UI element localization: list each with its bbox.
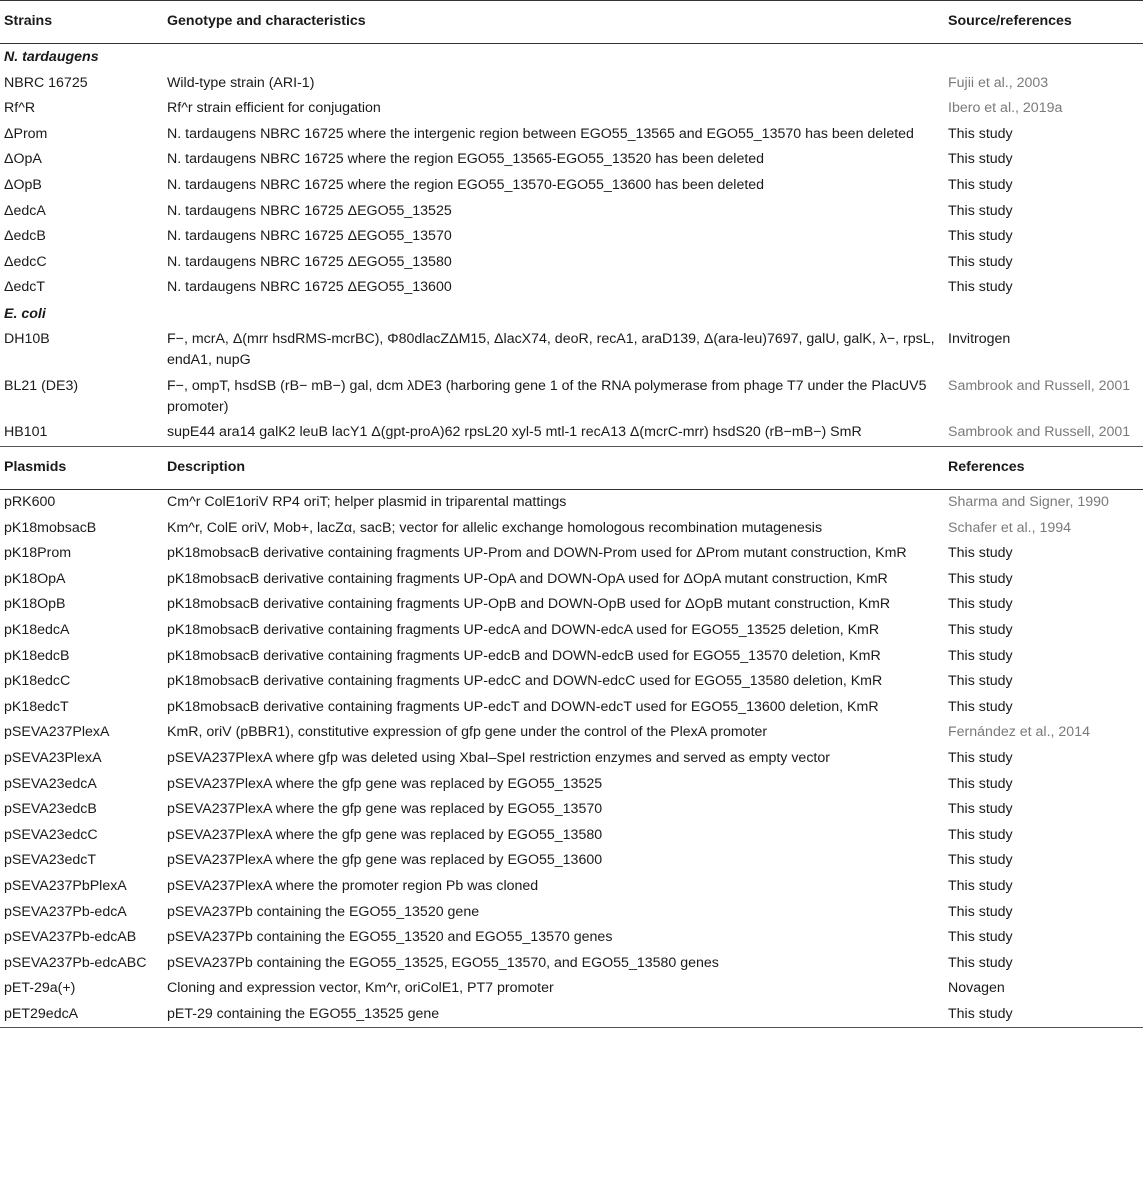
row-name: NBRC 16725 [4,74,88,91]
table-row [0,121,1143,147]
table-row [0,374,1143,421]
table-row [0,327,1143,374]
row-description: N. tardaugens NBRC 16725 ΔEGO55_13580 [167,253,452,270]
row-name: pSEVA23edcC [4,826,98,843]
row-reference: This study [948,125,1013,142]
table-row [0,198,1143,224]
row-reference: This study [948,698,1013,715]
row-name: pK18edcB [4,647,70,664]
row-description: N. tardaugens NBRC 16725 where the region EGO55_13565-EGO55_13520 has been deleted [167,151,765,168]
row-reference: This study [948,801,1013,818]
row-reference: This study [948,570,1013,587]
row-name: Rf^R [4,100,36,117]
row-reference: Sambrook and Russell, 2001 [948,377,1131,394]
table-row [0,70,1143,96]
row-description: pSEVA237PlexA where the gfp gene was replaced by EGO55_13525 [167,775,603,792]
row-name: pSEVA23edcA [4,775,97,792]
header-source: Source/references [943,1,1143,44]
row-description: pSEVA237PlexA where gfp was deleted using XbaI–SpeI restriction enzymes and served as empty vector [167,749,830,766]
header-plasmids: Plasmids [0,446,165,489]
row-reference: Fernández et al., 2014 [948,724,1090,741]
row-name: ΔProm [4,125,48,142]
row-description: N. tardaugens NBRC 16725 where the intergenic region between EGO55_13565 and EGO55_13570 has been deleted [167,125,914,142]
row-description: Km^r, ColE oriV, Mob+, lacZα, sacB; vector for allelic exchange homologous recombination mutagenesis [167,519,823,536]
table-row [0,592,1143,618]
row-description: F−, mcrA, Δ(mrr hsdRMS-mcrBC), Φ80dlacZΔM15, ΔlacX74, deoR, recA1, araD139, Δ(ara-leu)7697, galU, galK, λ−, rpsL, endA1, nupG [167,331,935,369]
row-reference: This study [948,852,1013,869]
row-reference: This study [948,647,1013,664]
table-row [0,275,1143,301]
row-reference: This study [948,176,1013,193]
row-name: pK18edcA [4,621,70,638]
group-row [0,44,1143,71]
header-description: Description [165,446,943,489]
row-name: ΔedcB [4,228,46,245]
table-row [0,1002,1143,1028]
row-name: pSEVA237Pb-edcAB [4,929,137,946]
table-row [0,224,1143,250]
row-name: pSEVA23edcB [4,801,97,818]
row-description: N. tardaugens NBRC 16725 ΔEGO55_13525 [167,202,452,219]
row-reference: This study [948,929,1013,946]
row-reference: This study [948,253,1013,270]
row-name: pSEVA23PlexA [4,749,102,766]
table-row [0,515,1143,541]
row-description: KmR, oriV (pBBR1), constitutive expression of gfp gene under the control of the PlexA promoter [167,724,768,741]
plasmids-header-row [0,446,1143,489]
row-name: DH10B [4,331,50,348]
row-reference: Invitrogen [948,331,1011,348]
table-row [0,874,1143,900]
row-description: pK18mobsacB derivative containing fragments UP-edcB and DOWN-edcB used for EGO55_13570 deletion, KmR [167,647,881,664]
row-name: pK18Prom [4,545,72,562]
row-reference: This study [948,151,1013,168]
table-row [0,669,1143,695]
table-row [0,950,1143,976]
row-reference: Sharma and Signer, 1990 [948,494,1109,511]
row-reference: This study [948,673,1013,690]
row-reference: This study [948,826,1013,843]
row-description: pSEVA237PlexA where the gfp gene was replaced by EGO55_13580 [167,826,603,843]
row-reference: Novagen [948,980,1005,997]
row-name: BL21 (DE3) [4,377,79,394]
row-reference: This study [943,1002,1143,1028]
row-description: pSEVA237PlexA where the gfp gene was replaced by EGO55_13570 [167,801,603,818]
row-reference: This study [948,545,1013,562]
row-description: Wild-type strain (ARI-1) [167,74,315,91]
row-reference: Ibero et al., 2019a [948,100,1063,117]
row-description: supE44 ara14 galK2 leuB lacY1 Δ(gpt-proA)62 rpsL20 xyl-5 mtl-1 recA13 Δ(mcrC-mrr) hsdS20 (rB−mB−) SmR [165,420,943,446]
row-name: pET29edcA [0,1002,165,1028]
strains-header-row [0,1,1143,44]
row-reference: Sambrook and Russell, 2001 [943,420,1143,446]
row-description: pSEVA237PlexA where the gfp gene was replaced by EGO55_13600 [167,852,603,869]
row-name: pSEVA237Pb-edcABC [4,954,147,971]
row-name: pK18OpA [4,570,66,587]
row-description: pK18mobsacB derivative containing fragments UP-edcC and DOWN-edcC used for EGO55_13580 deletion, KmR [167,673,883,690]
row-name: ΔOpA [4,151,42,168]
row-name: ΔOpB [4,176,42,193]
header-strains: Strains [0,1,165,44]
row-reference: This study [948,775,1013,792]
row-reference: This study [948,621,1013,638]
row-description: pK18mobsacB derivative containing fragments UP-edcT and DOWN-edcT used for EGO55_13600 deletion, KmR [167,698,879,715]
row-description: Cloning and expression vector, Km^r, oriColE1, PT7 promoter [167,980,554,997]
row-description: F−, ompT, hsdSB (rB− mB−) gal, dcm λDE3 (harboring gene 1 of the RNA polymerase from phage T7 under the PlacUV5 promoter) [167,377,927,415]
table-row [0,797,1143,823]
table-row [0,147,1143,173]
table-row [0,771,1143,797]
table-row [0,173,1143,199]
row-description: pSEVA237Pb containing the EGO55_13520 gene [167,903,480,920]
row-description: N. tardaugens NBRC 16725 where the region EGO55_13570-EGO55_13600 has been deleted [167,176,765,193]
table-row [0,899,1143,925]
table-row [0,489,1143,515]
row-description: pET-29 containing the EGO55_13525 gene [165,1002,943,1028]
row-reference: This study [948,202,1013,219]
table-row [0,694,1143,720]
row-description: Cm^r ColE1oriV RP4 oriT; helper plasmid in triparental mattings [167,494,567,511]
group-e-coli: E. coli [4,305,46,322]
row-description: Rf^r strain efficient for conjugation [167,100,381,117]
table-row [0,720,1143,746]
row-reference: Schafer et al., 1994 [948,519,1072,536]
row-reference: This study [948,877,1013,894]
row-name: pSEVA237PbPlexA [4,877,127,894]
table-row [0,249,1143,275]
table-row [0,848,1143,874]
row-name: pK18mobsacB [4,519,97,536]
table-row [0,96,1143,122]
row-name: pSEVA237Pb-edcA [4,903,127,920]
row-name: ΔedcA [4,202,46,219]
row-description: pK18mobsacB derivative containing fragments UP-edcA and DOWN-edcA used for EGO55_13525 deletion, KmR [167,621,880,638]
table-row [0,567,1143,593]
table-row [0,746,1143,772]
table-row [0,925,1143,951]
row-name: HB101 [0,420,165,446]
row-reference: This study [948,954,1013,971]
row-name: pK18OpB [4,596,66,613]
table-row [0,643,1143,669]
row-reference: This study [948,279,1013,296]
row-name: ΔedcT [4,279,46,296]
row-description: pK18mobsacB derivative containing fragments UP-OpB and DOWN-OpB used for ΔOpB mutant construction, KmR [167,596,891,613]
row-name: pK18edcC [4,673,71,690]
row-description: pSEVA237Pb containing the EGO55_13525, EGO55_13570, and EGO55_13580 genes [167,954,719,971]
row-description: pSEVA237PlexA where the promoter region Pb was cloned [167,877,539,894]
header-references: References [943,446,1143,489]
row-description: pK18mobsacB derivative containing fragments UP-Prom and DOWN-Prom used for ΔProm mutant construction, KmR [167,545,907,562]
row-name: pSEVA23edcT [4,852,97,869]
row-name: pK18edcT [4,698,69,715]
table-row [0,618,1143,644]
header-genotype: Genotype and characteristics [165,1,943,44]
row-reference: This study [948,903,1013,920]
row-name: ΔedcC [4,253,47,270]
row-reference: Fujii et al., 2003 [948,74,1049,91]
row-name: pRK600 [4,494,56,511]
row-description: N. tardaugens NBRC 16725 ΔEGO55_13570 [167,228,452,245]
group-row [0,301,1143,327]
row-description: pSEVA237Pb containing the EGO55_13520 and EGO55_13570 genes [167,929,613,946]
row-name: pSEVA237PlexA [4,724,110,741]
row-name: pET-29a(+) [4,980,76,997]
row-description: N. tardaugens NBRC 16725 ΔEGO55_13600 [167,279,452,296]
table-row [0,976,1143,1002]
row-reference: This study [948,749,1013,766]
row-description: pK18mobsacB derivative containing fragments UP-OpA and DOWN-OpA used for ΔOpA mutant construction, KmR [167,570,888,587]
table-row [0,541,1143,567]
row-reference: This study [948,228,1013,245]
row-reference: This study [948,596,1013,613]
group-n-tardaugens: N. tardaugens [4,49,99,65]
table-row [0,420,1143,446]
table-row [0,822,1143,848]
